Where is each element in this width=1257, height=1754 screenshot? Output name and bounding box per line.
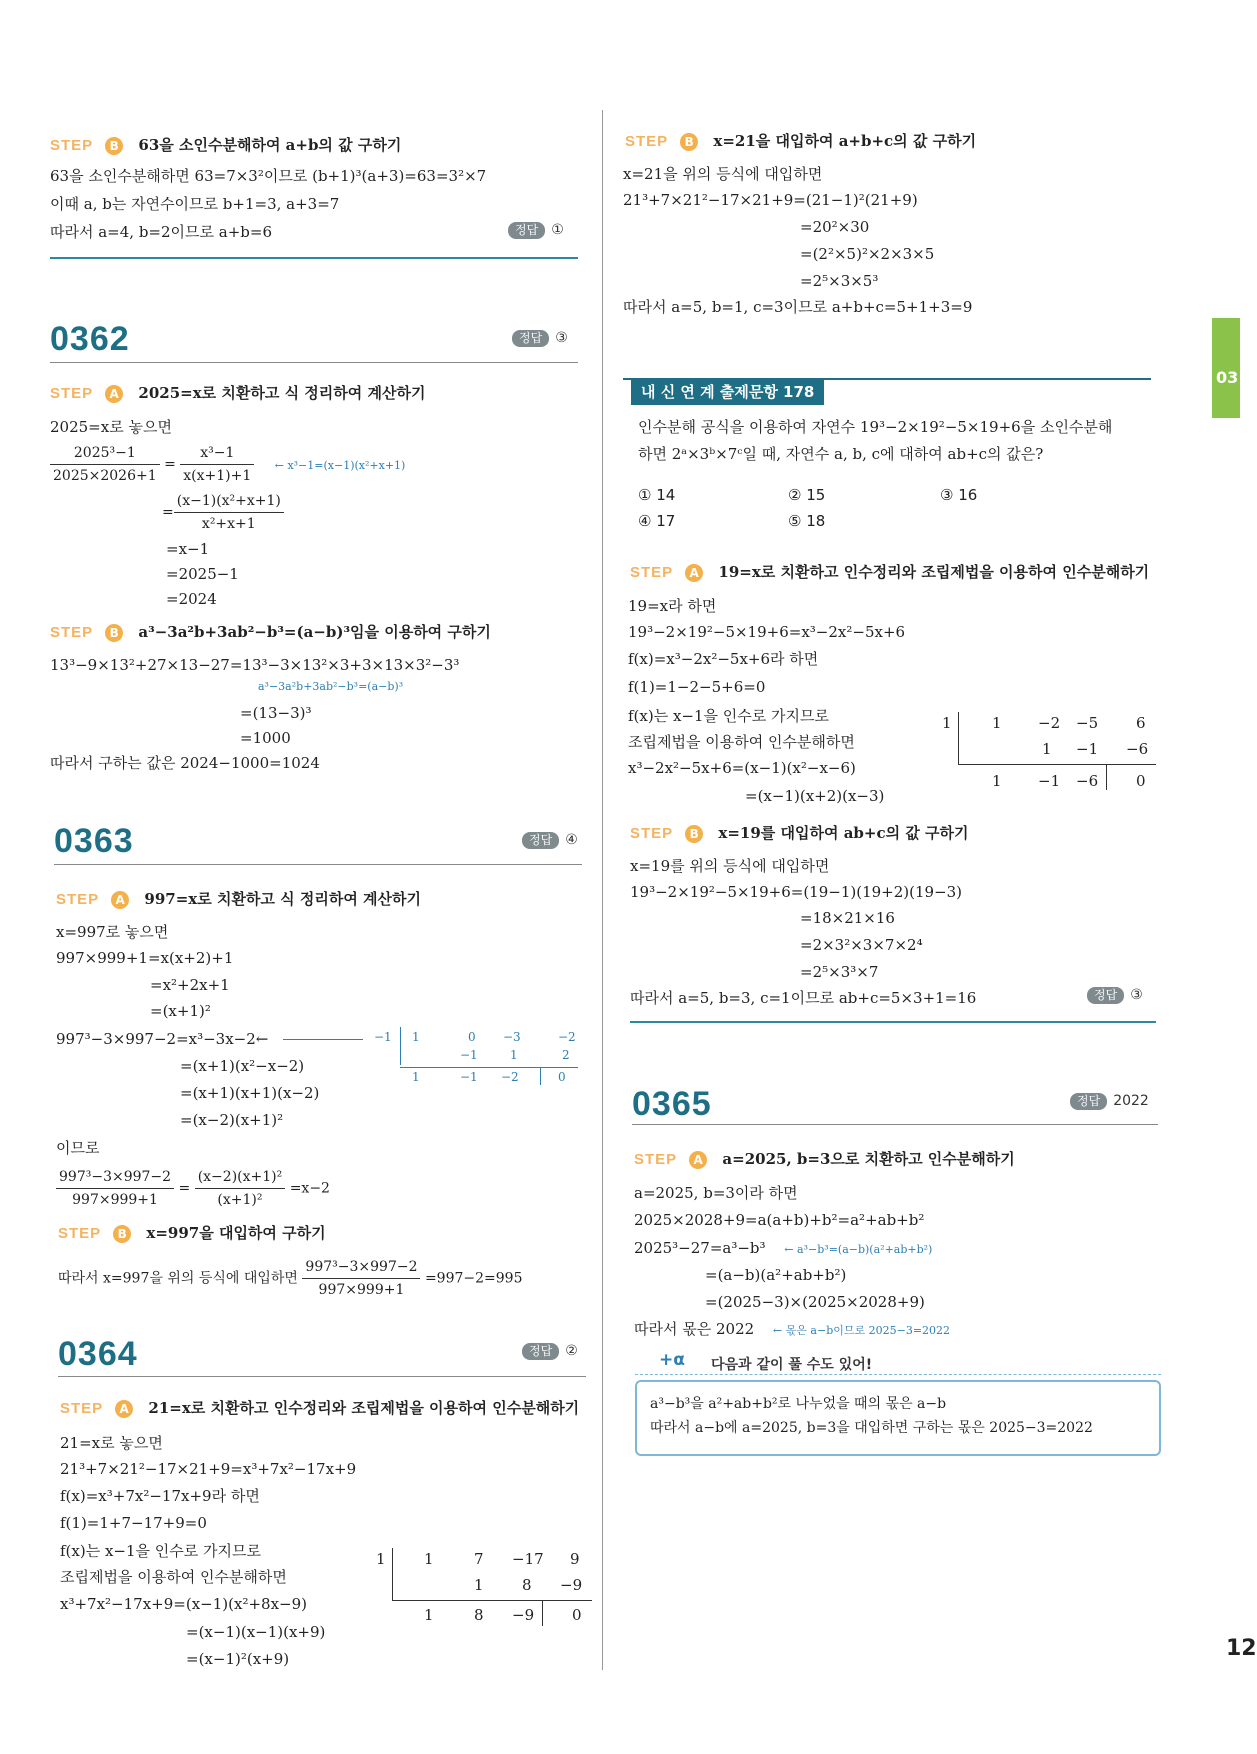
text-line: f(x)=x³−2x²−5x+6라 하면 <box>628 650 819 668</box>
text-line: 19=x라 하면 <box>628 597 717 615</box>
text-line: 13³−9×13²+27×13−27=13³−3×13²×3+3×13×3²−3³ <box>50 656 460 674</box>
choice: ① 14 <box>638 486 676 504</box>
text-line: =18×21×16 <box>800 909 895 927</box>
text-line: =(a−b)(a²+ab+b²) <box>705 1266 847 1284</box>
step-a-header: STEP A 19=x로 치환하고 인수정리와 조립제법을 이용하여 인수분해하기 <box>630 563 1150 581</box>
problem-rule <box>50 362 578 363</box>
fraction-expression: $\frac{\text{997³−3×997−2}}{997\times 999+1}$ = $\frac{\text{(x−2)(x+1)²}}{\text{(x+1)²}}$ =x−2 <box>56 1166 330 1211</box>
step-a-header: STEP A 2025=x로 치환하고 식 정리하여 계산하기 <box>50 384 426 402</box>
text-line: 따라서 구하는 값은 2024−1000=1024 <box>50 754 320 772</box>
choice: ④ 17 <box>638 512 676 530</box>
answer-badge: 정답 ③ <box>512 330 568 347</box>
text-line: =(2²×5)²×2×3×5 <box>800 245 935 263</box>
fraction-expression: 따라서 x=997을 위의 등식에 대입하면 $\frac{\text{997³−3×997−2}}{997\times 999+1}$ =997−2=995 <box>58 1256 522 1301</box>
chapter-tab: 03 <box>1212 318 1240 418</box>
problem-rule <box>632 1124 1158 1125</box>
text-line: 따라서 a=5, b=3, c=1이므로 ab+c=5×3+1=16 <box>630 989 977 1007</box>
problem-number: 0365 <box>632 1085 712 1123</box>
text-line: =(x−1)(x+2)(x−3) <box>745 787 885 805</box>
synthetic-division-0364: 1 1 7 −17 9 1 8 −9 1 8 −9 0 <box>372 1548 592 1628</box>
text-line: 이므로 <box>56 1139 100 1157</box>
arrow-line <box>283 1039 363 1040</box>
text-line: =(x−2)(x+1)² <box>180 1111 284 1129</box>
fraction-expression: = $\frac{\text{(x−1)(x²+x+1)}}{\text{x²+x+1}}$ <box>162 490 284 535</box>
step-a-header: STEP A 21=x로 치환하고 인수정리와 조립제법을 이용하여 인수분해하기 <box>60 1399 580 1417</box>
text-line: =2025−1 <box>166 565 239 583</box>
choice: ② 15 <box>788 486 826 504</box>
text-line: x³−2x²−5x+6=(x−1)(x²−x−6) <box>628 759 856 777</box>
choice: ⑤ 18 <box>788 512 826 530</box>
text-line: =(x−1)²(x+9) <box>186 1650 290 1668</box>
section-divider <box>50 257 578 259</box>
answer-badge: 정답 ① <box>508 222 564 239</box>
answer-badge: 정답 ④ <box>522 832 578 849</box>
tip-header: +α 다음과 같이 풀 수도 있어! <box>635 1350 1161 1375</box>
step-b-header: STEP B x=997을 대입하여 구하기 <box>58 1224 326 1242</box>
problem-rule <box>58 1376 586 1377</box>
answer-badge: 정답 2022 <box>1070 1093 1149 1110</box>
text-line: a=2025, b=3이라 하면 <box>634 1184 798 1202</box>
answer-badge: 정답 ③ <box>1087 987 1143 1004</box>
step-b-header: STEP B a³−3a²b+3ab²−b³=(a−b)³임을 이용하여 구하기 <box>50 623 491 641</box>
text-line: =1000 <box>240 729 291 747</box>
text-line: =2⁵×3³×7 <box>800 963 879 981</box>
text-line: 따라서 a=4, b=2이므로 a+b=6 <box>50 223 273 241</box>
text-line: x=21을 위의 등식에 대입하면 <box>623 165 823 183</box>
text-line: 63을 소인수분해하면 63=7×3²이므로 (b+1)³(a+3)=63=3²×7 <box>50 167 487 185</box>
step-b-header: STEP B 63을 소인수분해하여 a+b의 값 구하기 <box>50 136 402 154</box>
text-line: =2024 <box>166 590 217 608</box>
tip-text: a³−b³을 a²+ab+b²로 나누었을 때의 몫은 a−b <box>650 1396 947 1412</box>
text-line: 따라서 몫은 2022 ← 몫은 a−b이므로 2025−3=2022 <box>634 1320 951 1338</box>
text-line: f(1)=1+7−17+9=0 <box>60 1514 207 1532</box>
synthetic-division-178: 1 1 −2 −5 6 1 −1 −6 1 −1 −6 0 <box>940 712 1160 792</box>
text-line: 2025³−27=a³−b³ ← a³−b³=(a−b)(a²+ab+b²) <box>634 1239 933 1257</box>
text-line: 이때 a, b는 자연수이므로 b+1=3, a+3=7 <box>50 195 340 213</box>
step-b-header: STEP B x=19를 대입하여 ab+c의 값 구하기 <box>630 824 969 842</box>
text-line: f(x)는 x−1을 인수로 가지므로 <box>60 1542 262 1560</box>
text-line: =(x+1)² <box>150 1002 211 1020</box>
problem-number: 0363 <box>54 822 134 860</box>
problem-rule <box>54 864 582 865</box>
text-line: =x²+2x+1 <box>150 976 230 994</box>
text-line: 2025=x로 놓으면 <box>50 418 172 436</box>
text-line: 2025×2028+9=a(a+b)+b²=a²+ab+b² <box>634 1211 925 1229</box>
text-line: 21³+7×21²−17×21+9=x³+7x²−17x+9 <box>60 1460 357 1478</box>
text-line: =(13−3)³ <box>240 704 312 722</box>
step-b-header: STEP B x=21을 대입하여 a+b+c의 값 구하기 <box>625 132 977 150</box>
text-line: 19³−2×19²−5×19+6=(19−1)(19+2)(19−3) <box>630 883 963 901</box>
section-divider <box>630 1021 1156 1023</box>
text-line: =20²×30 <box>800 218 870 236</box>
text-line: f(x)는 x−1을 인수로 가지므로 <box>628 707 830 725</box>
text-line: =(x−1)(x−1)(x+9) <box>186 1623 326 1641</box>
page-number: 12 <box>1226 1636 1257 1661</box>
column-divider <box>602 110 603 1670</box>
choice: ③ 16 <box>940 486 978 504</box>
note-annotation: a³−3a²b+3ab²−b³=(a−b)³ <box>258 680 404 693</box>
text-line: =(x+1)(x²−x−2) <box>180 1057 305 1075</box>
text-line: =2×3²×3×7×2⁴ <box>800 936 923 954</box>
question-text: 하면 2ᵃ×3ᵇ×7ᶜ일 때, 자연수 a, b, c에 대하여 ab+c의 값은? <box>638 445 1044 463</box>
text-line: 조립제법을 이용하여 인수분해하면 <box>628 733 855 751</box>
fraction-expression: $\frac{\text{2025³−1}}{2025\times 2026+1}$ = $\frac{\text{x³−1}}{x(x+1)+1}$ ← x³−1=(x−1)(x²+x+1) <box>50 442 405 487</box>
problem-number: 0364 <box>58 1335 138 1373</box>
synthetic-division-0363: −1 1 0 −3 −2 −1 1 2 1 −1 −2 0 <box>370 1027 580 1087</box>
text-line: f(x)=x³+7x²−17x+9라 하면 <box>60 1487 260 1505</box>
text-line: 21³+7×21²−17×21+9=(21−1)²(21+9) <box>623 191 918 209</box>
text-line: 997³−3×997−2=x³−3x−2← <box>56 1030 269 1048</box>
text-line: 997×999+1=x(x+2)+1 <box>56 949 234 967</box>
text-line: 따라서 a=5, b=1, c=3이므로 a+b+c=5+1+3=9 <box>623 298 973 316</box>
step-a-header: STEP A a=2025, b=3으로 치환하고 인수분해하기 <box>634 1150 1015 1168</box>
text-line: x=997로 놓으면 <box>56 923 169 941</box>
text-line: 21=x로 놓으면 <box>60 1434 163 1452</box>
problem-number: 0362 <box>50 320 130 358</box>
text-line: =(2025−3)×(2025×2028+9) <box>705 1293 925 1311</box>
text-line: x=19를 위의 등식에 대입하면 <box>630 857 830 875</box>
text-line: f(1)=1−2−5+6=0 <box>628 678 766 696</box>
tip-text: 따라서 a−b에 a=2025, b=3을 대입하면 구하는 몫은 2025−3=2022 <box>650 1420 1093 1436</box>
text-line: =2⁵×3×5³ <box>800 272 879 290</box>
question-text: 인수분해 공식을 이용하여 자연수 19³−2×19²−5×19+6을 소인수분해 <box>638 418 1113 436</box>
text-line: 조립제법을 이용하여 인수분해하면 <box>60 1568 287 1586</box>
text-line: =(x+1)(x+1)(x−2) <box>180 1084 320 1102</box>
text-line: =x−1 <box>166 540 210 558</box>
text-line: x³+7x²−17x+9=(x−1)(x²+8x−9) <box>60 1595 307 1613</box>
step-a-header: STEP A 997=x로 치환하고 식 정리하여 계산하기 <box>56 890 421 908</box>
text-line: 19³−2×19²−5×19+6=x³−2x²−5x+6 <box>628 623 906 641</box>
answer-badge: 정답 ② <box>522 1343 578 1360</box>
